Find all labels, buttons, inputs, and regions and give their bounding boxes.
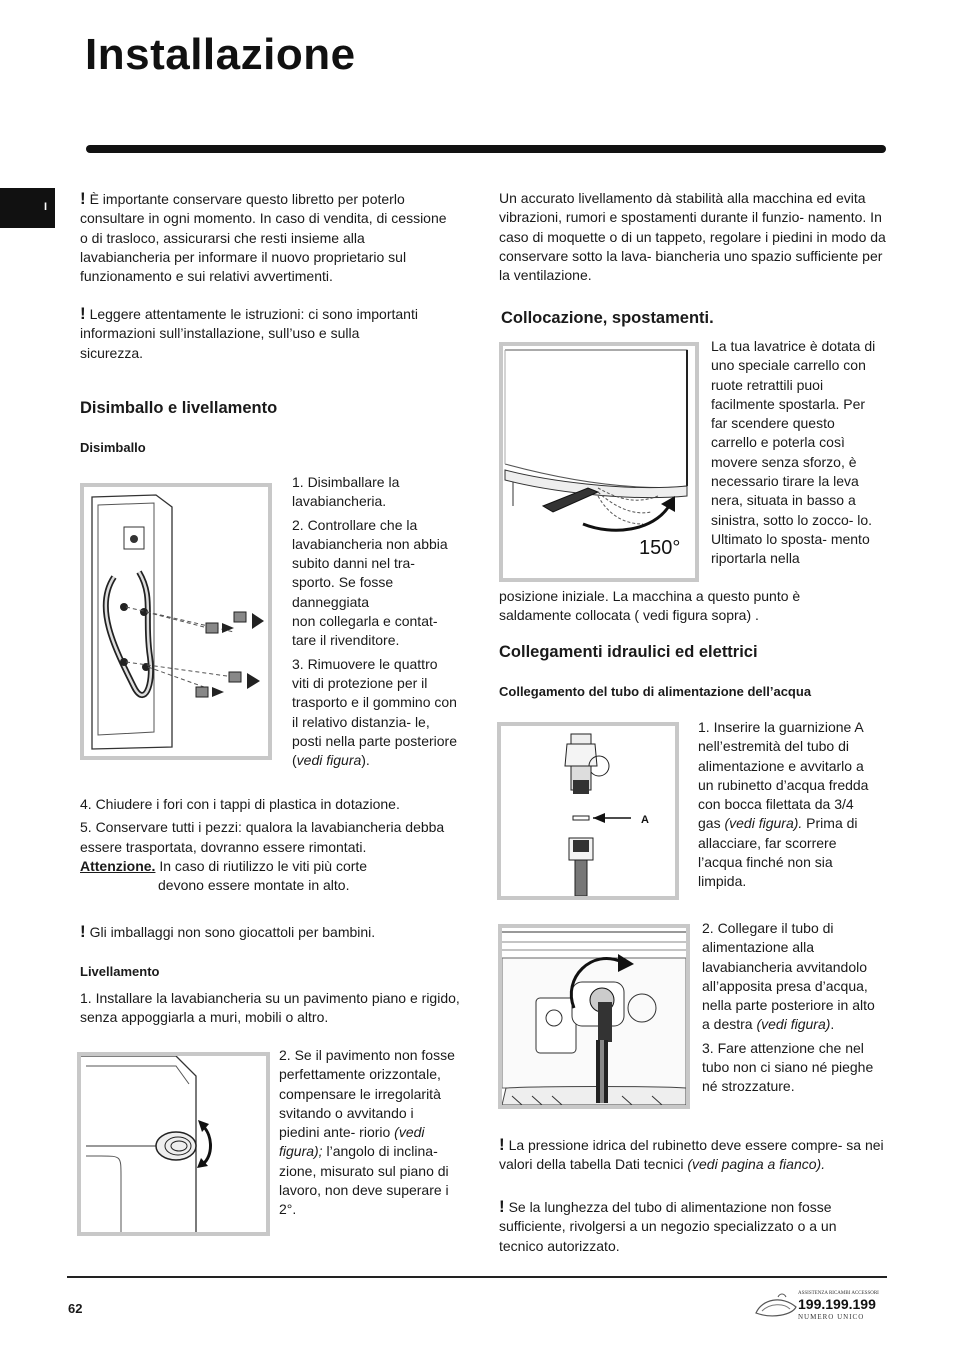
- language-tab-label: I: [44, 201, 48, 213]
- footer-rule: [67, 1276, 887, 1278]
- figure-trolley-lever: [499, 342, 699, 582]
- connection-step-3: 3. Fare attenzione che nel tubo non ci siano né pieghe né strozzature.: [702, 1039, 874, 1095]
- service-logo-icon: [752, 1285, 888, 1325]
- lever-illustration: [503, 346, 695, 578]
- leveling-intro: [499, 189, 887, 285]
- step-3-end: ).: [361, 752, 370, 769]
- packaging-warning-text: Gli imballaggi non sono giocattoli per bambini.: [89, 924, 376, 940]
- figure-rear-inlet: [498, 924, 690, 1109]
- angle-label: 150°: [639, 537, 681, 559]
- section-title-placement: Collocazione, spostamenti.: [501, 309, 714, 327]
- logo-bottom-text: NUMERO UNICO: [798, 1313, 865, 1321]
- connection-step-2-ref: (vedi figura): [756, 1016, 831, 1033]
- unpacking-steps: [292, 473, 457, 770]
- attention-text: In caso di riutilizzo le viti più corte: [155, 857, 368, 874]
- intro-text-2: Leggere attentamente le istruzioni: ci sono importanti informazioni sull’installazione, sull’uso e sulla sicurezza.: [80, 306, 418, 361]
- connection-step-1-end: Prima di allacciare, far scorrere l’acqua finché non sia limpida.: [698, 815, 858, 890]
- intro-paragraph-2: [80, 304, 420, 363]
- leveling-step-2-text: 2. Se il pavimento non fosse perfettamente orizzontale, compensare le irregolarità svitando o avvitando i piedini ante- riorio: [279, 1047, 455, 1141]
- step-2c: non collegarla e contat- tare il rivenditore.: [292, 613, 438, 649]
- step-5: 5. Conservare tutti i pezzi: qualora la lavabiancheria debba essere trasportata, dovranno essere rimontati.: [80, 819, 445, 855]
- subheading-leveling: Livellamento: [80, 964, 160, 979]
- figure-rear-screws: [80, 483, 272, 760]
- leveling-step-1-text: 1. Installare la lavabiancheria su un pavimento piano e rigido, senza appoggiarla a muri, mobili o altro.: [80, 990, 460, 1026]
- step-3-ref: vedi figura: [296, 752, 362, 769]
- step-2: 2. Controllare che la lavabiancheria non abbia: [292, 516, 448, 552]
- hose-length-warning: [499, 1197, 884, 1256]
- placement-text: [711, 337, 879, 569]
- unpacking-steps-continued: [80, 795, 460, 895]
- page-title: Installazione: [85, 30, 356, 79]
- section-title-connections: Collegamenti idraulici ed elettrici: [499, 643, 758, 661]
- subheading-unpacking: Disimballo: [80, 440, 146, 455]
- foot-illustration: [81, 1056, 266, 1232]
- step-1: 1. Disimballare la lavabiancheria.: [292, 474, 400, 510]
- rear-panel-illustration: [84, 487, 268, 756]
- placement-text-end: posizione iniziale. La macchina a questo punto è saldamente collocata ( vedi figura sopra) .: [499, 588, 801, 624]
- rear-inlet-illustration: [502, 928, 686, 1105]
- warning-mark: !: [499, 1135, 505, 1154]
- placement-text-continued: [499, 587, 839, 626]
- connection-step-1: [698, 718, 880, 892]
- screw-icon: [196, 687, 224, 697]
- attention-text-2: devono essere montate in alto.: [158, 877, 350, 894]
- hose-length-warning-text: Se la lunghezza del tubo di alimentazione non fosse sufficiente, rivolgersi a un negozio specializzato o a un tecnico autorizzato.: [499, 1199, 837, 1254]
- figure-tap-connection: [497, 722, 679, 900]
- pressure-warning-ref: (vedi pagina a fianco).: [687, 1156, 826, 1173]
- warning-mark: !: [80, 189, 86, 208]
- step-3-text: 3. Rimuovere le quattro viti di protezione per il trasporto e il gommino con il relativo distanzia- le, posti nella parte posteriore (: [292, 655, 457, 769]
- rotation-arrow-icon: [583, 496, 675, 530]
- warning-mark: !: [80, 922, 86, 941]
- leveling-intro-text: Un accurato livellamento dà stabilità alla macchina ed evita vibrazioni, rumori e spostamenti durante il funzio- namento. In caso di moquette o di un tappeto, regolare i piedini in modo da conservare sotto la lava- biancheria uno spazio sufficiente per la ventilazione.: [499, 190, 886, 284]
- section-title-unpacking: Disimballo e livellamento: [80, 399, 278, 417]
- step-3: [292, 655, 457, 771]
- warning-mark: !: [499, 1197, 505, 1216]
- attention-label: Attenzione.: [80, 857, 156, 874]
- figure-leveling-foot: [77, 1052, 270, 1236]
- rotate-arrow-icon: [197, 1120, 211, 1168]
- leveling-step-1: [80, 989, 460, 1028]
- subheading-water-hose: Collegamento del tubo di alimentazione dell’acqua: [499, 684, 812, 699]
- attention-note: [80, 857, 460, 876]
- connection-step-1-ref: (vedi figura).: [724, 815, 803, 832]
- packaging-warning: [80, 922, 460, 942]
- service-logo: [752, 1285, 888, 1325]
- logo-number: 199.199.199: [798, 1296, 876, 1312]
- language-tab: [0, 188, 55, 228]
- warning-mark: !: [80, 304, 86, 323]
- tap-illustration: [501, 726, 675, 896]
- leveling-step-2: [279, 1046, 457, 1220]
- intro-paragraph-1: [80, 189, 450, 286]
- screw-icon: [229, 672, 260, 689]
- connection-step-2-text: 2. Collegare il tubo di alimentazione alla lavabiancheria avvitandolo all’apposita presa d’acqua, nella parte posteriore in alto a destra: [702, 920, 875, 1033]
- step-2b: subito danni nel tra- sporto. Se fosse danneggiata: [292, 555, 415, 610]
- connection-steps-2-3: [702, 919, 882, 1097]
- pressure-warning-text: La pressione idrica del rubinetto deve essere compre- sa nei valori della tabella Dati tecnici: [499, 1137, 884, 1173]
- screw-icon: [234, 612, 264, 629]
- leveling-step-2-end: l’angolo di inclina- zione, misurato sul piano di lavoro, non deve superare i 2°.: [279, 1143, 449, 1218]
- connection-step-2-end: .: [830, 1016, 835, 1033]
- step-4: 4. Chiudere i fori con i tappi di plastica in dotazione.: [80, 796, 400, 812]
- page-number: 62: [68, 1301, 83, 1316]
- connection-step-1-text: 1. Inserire la guarnizione A nell’estremità del tubo di alimentazione e avvitarlo a un rubinetto d’acqua fredda con bocca filettata da 3/4 gas: [698, 719, 869, 832]
- pressure-warning: [499, 1135, 884, 1175]
- intro-text-1: È importante conservare questo libretto per poterlo consultare in ogni momento. In caso di vendita, di cessione o di trasloco, assicurarsi che resti insieme alla lavabiancheria per informare il nuovo proprietario sul funzionamento e sui relativi avvertimenti.: [80, 191, 447, 285]
- logo-top-text: ASSISTENZA RICAMBI ACCESSORI: [798, 1291, 879, 1296]
- placement-text-body: La tua lavatrice è dotata di uno speciale carrello con ruote retrattili puoi facilmente spostarla. Per far scendere questo carrello e poterla così movere senza sforzo, è necessario tirare la leva nera, situata in basso a sinistra, sotto lo zocco- lo. Ultimato lo sposta- mento riportarla nella: [711, 338, 876, 567]
- label-a: A: [641, 814, 649, 826]
- title-rule: [86, 145, 886, 153]
- leveling-step-2-ref: (vedi figura);: [279, 1124, 425, 1160]
